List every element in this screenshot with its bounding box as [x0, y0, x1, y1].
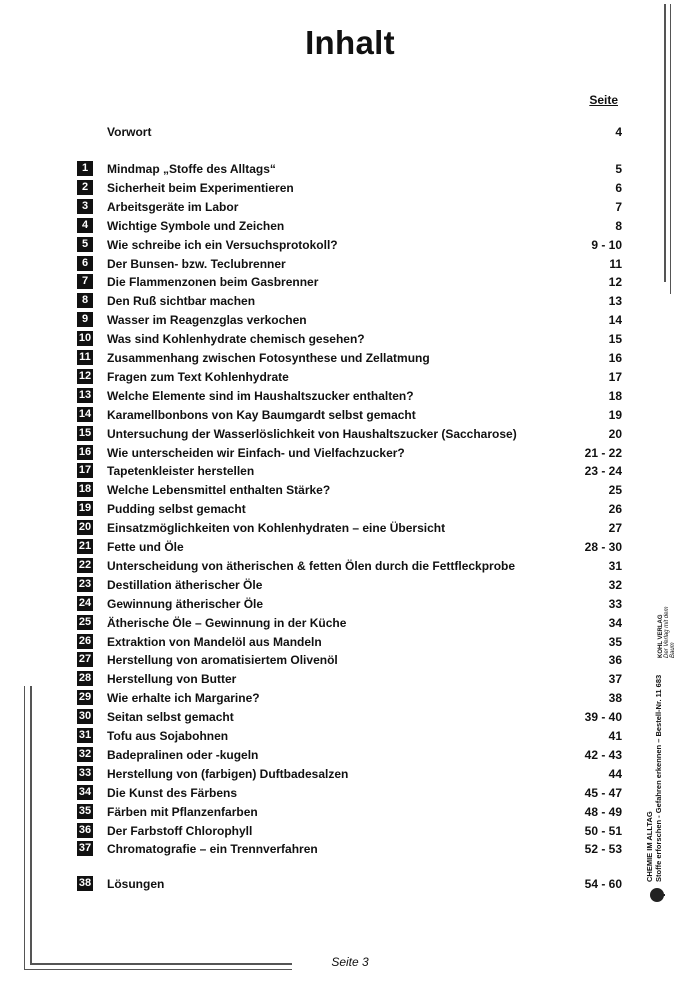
frame-line-right-inner [670, 4, 671, 294]
toc-title: Lösungen [107, 877, 165, 891]
toc-entry[interactable] [0, 482, 700, 499]
toc-entry[interactable] [0, 671, 700, 688]
toc-entry[interactable] [0, 558, 700, 575]
toc-page: 6 [615, 180, 622, 195]
toc-number: 6 [77, 256, 93, 271]
toc-title: Einsatzmöglichkeiten von Kohlenhydraten – eine Übersicht [107, 521, 446, 536]
toc-number: 18 [78, 483, 92, 496]
toc-title: Wichtige Symbole und Zeichen [107, 218, 285, 233]
frame-line-left-inner [30, 686, 32, 964]
toc-number: 27 [78, 653, 92, 666]
toc-entry[interactable] [0, 690, 700, 707]
toc-number: 34 [78, 785, 92, 798]
toc-title: Den Ruß sichtbar machen [107, 294, 256, 309]
toc-page: 27 [608, 521, 622, 536]
toc-page: 18 [608, 388, 622, 403]
toc-title: Die Flammenzonen beim Gasbrenner [107, 275, 319, 290]
toc-page: 26 [608, 502, 622, 517]
toc-title: Karamellbonbons von Kay Baumgardt selbst gemacht [107, 407, 416, 422]
toc-number: 37 [78, 842, 92, 855]
toc-page: 25 [608, 483, 622, 498]
frame-line-bottom-outer [24, 969, 292, 970]
toc-entry[interactable] [0, 539, 700, 556]
toc-title: Herstellung von aromatisiertem Olivenöl [107, 653, 338, 668]
toc-title: Zusammenhang zwischen Fotosynthese und Zellatmung [107, 351, 430, 365]
toc-entry[interactable] [0, 312, 700, 329]
toc-entry[interactable] [0, 520, 700, 537]
toc-title: Was sind Kohlenhydrate chemisch gesehen? [107, 332, 365, 347]
toc-title: Welche Elemente sind im Haushaltszucker enthalten? [107, 388, 414, 403]
toc-page: 42 - 43 [584, 747, 622, 762]
toc-title: Vorwort [107, 125, 152, 139]
toc-number: 13 [78, 388, 92, 401]
toc-entry[interactable] [0, 766, 700, 783]
toc-title: Untersuchung der Wasserlöslichkeit von Haushaltszucker (Saccharose) [107, 426, 517, 441]
toc-number: 7 [77, 274, 93, 289]
toc-number: 31 [78, 729, 92, 741]
toc-number: 1 [77, 161, 93, 176]
publisher-side-text [645, 622, 685, 882]
toc-number: 21 [78, 540, 92, 552]
toc-page: 32 [608, 577, 622, 592]
toc-entry[interactable] [0, 463, 700, 480]
toc-number: 5 [77, 237, 93, 252]
publisher-logo-text [658, 598, 676, 658]
toc-page: 38 [608, 691, 622, 706]
toc-number: 29 [78, 691, 92, 704]
toc-entry[interactable] [0, 709, 700, 726]
toc-title: Destillation ätherischer Öle [107, 577, 263, 592]
publisher-name: KOHL VERLAG [658, 614, 664, 658]
toc-page: 45 - 47 [584, 785, 622, 800]
toc-number: 11 [77, 350, 93, 365]
toc-page: 13 [608, 294, 622, 309]
toc-number: 23 [78, 577, 92, 590]
toc-title: Pudding selbst gemacht [107, 502, 246, 517]
toc-entry[interactable] [0, 161, 700, 178]
toc-title: Der Farbstoff Chlorophyll [107, 823, 253, 838]
toc-number: 9 [77, 312, 93, 327]
toc-entry[interactable] [0, 237, 700, 254]
toc-title: Extraktion von Mandelöl aus Mandeln [107, 634, 322, 649]
toc-number: 38 [78, 877, 92, 889]
toc-title: Fragen zum Text Kohlenhydrate [107, 369, 289, 384]
toc-page: 9 - 10 [591, 237, 622, 252]
toc-number: 14 [78, 407, 92, 420]
toc-entry[interactable] [0, 615, 700, 632]
toc-entry[interactable] [0, 785, 700, 802]
toc-page: 52 - 53 [584, 842, 622, 857]
toc-page: 15 [608, 332, 622, 347]
toc-page: 37 [608, 672, 622, 687]
toc-title: Die Kunst des Färbens [107, 785, 238, 800]
toc-entry[interactable] [0, 747, 700, 764]
toc-title: Wasser im Reagenzglas verkochen [107, 313, 307, 328]
toc-page: 7 [615, 199, 622, 214]
toc-number: 30 [78, 710, 92, 723]
toc-entry[interactable] [0, 256, 700, 273]
book-subtitle: Stoffe erforschen - Gefahren erkennen – Bestell-Nr. 11 683 [654, 674, 663, 882]
toc-preface[interactable] [0, 124, 700, 141]
series-title: CHEMIE IM ALLTAG [645, 811, 654, 882]
toc-solutions[interactable] [0, 876, 700, 893]
page-column-header: Seite [589, 93, 618, 107]
publisher-sidebar [640, 606, 690, 910]
toc-title: Ätherische Öle – Gewinnung in der Küche [107, 615, 347, 630]
toc-page: 5 [615, 162, 622, 176]
toc-title: Mindmap „Stoffe des Alltags“ [107, 162, 276, 176]
toc-entry[interactable] [0, 218, 700, 235]
toc-number: 3 [77, 199, 93, 214]
toc-number: 20 [78, 521, 92, 534]
toc-page: 50 - 51 [584, 823, 622, 838]
toc-entry[interactable] [0, 445, 700, 462]
frame-line-right-outer [664, 4, 666, 282]
toc-page: 17 [608, 369, 622, 384]
toc-number: 33 [78, 766, 92, 779]
toc-number: 32 [78, 747, 92, 760]
toc-entry[interactable] [0, 293, 700, 310]
toc-number: 19 [78, 502, 92, 515]
toc-title: Gewinnung ätherischer Öle [107, 596, 264, 611]
toc-number: 16 [78, 445, 92, 458]
toc-page: 8 [615, 218, 622, 233]
toc-title: Welche Lebensmittel enthalten Stärke? [107, 483, 331, 498]
toc-title: Herstellung von Butter [107, 672, 237, 687]
toc-number: 28 [78, 672, 92, 685]
toc-entry[interactable] [0, 199, 700, 216]
toc-title: Arbeitsgeräte im Labor [107, 199, 239, 214]
toc-page: 54 - 60 [584, 877, 622, 891]
publisher-slogan: Der Verlag mit dem Baum [664, 606, 676, 658]
toc-page: 35 [608, 634, 622, 649]
toc-title: Wie erhalte ich Margarine? [107, 691, 260, 706]
toc-entry[interactable] [0, 841, 700, 858]
toc-title: Unterscheidung von ätherischen & fetten Ölen durch die Fettfleckprobe [107, 558, 516, 573]
toc-page: 39 - 40 [584, 710, 622, 725]
toc-page: 41 [608, 729, 622, 743]
toc-entry[interactable] [0, 823, 700, 840]
toc-number: 4 [77, 218, 93, 233]
toc-entry[interactable] [0, 350, 700, 367]
toc-number: 10 [78, 332, 92, 345]
toc-entry[interactable] [0, 388, 700, 405]
toc-entry[interactable] [0, 180, 700, 197]
toc-page: 11 [609, 256, 622, 271]
toc-entry[interactable] [0, 426, 700, 443]
toc-title: Färben mit Pflanzenfarben [107, 804, 258, 819]
toc-page: 33 [608, 596, 622, 611]
toc-page: 14 [608, 313, 622, 328]
toc-title: Der Bunsen- bzw. Teclubrenner [107, 256, 286, 271]
toc-number: 24 [78, 596, 92, 609]
toc-number: 15 [78, 426, 92, 439]
toc-page: 36 [608, 653, 622, 668]
toc-number: 17 [78, 464, 92, 477]
toc-title: Wie schreibe ich ein Versuchsprotokoll? [107, 237, 338, 252]
toc-title: Fette und Öle [107, 540, 184, 554]
toc-page: 21 - 22 [584, 445, 622, 460]
toc-page: 16 [608, 351, 622, 365]
toc-entry[interactable] [0, 274, 700, 291]
toc-entry[interactable] [0, 634, 700, 651]
toc-title: Tofu aus Sojabohnen [107, 729, 229, 743]
toc-number: 2 [77, 180, 93, 195]
toc-page: 19 [608, 407, 622, 422]
toc-title: Seitan selbst gemacht [107, 710, 234, 725]
toc-title: Herstellung von (farbigen) Duftbadesalzen [107, 766, 349, 781]
toc-entry[interactable] [0, 577, 700, 594]
toc-entry[interactable] [0, 501, 700, 518]
toc-page: 23 - 24 [584, 464, 622, 479]
toc-entry[interactable] [0, 728, 700, 745]
toc-title: Chromatografie – ein Trennverfahren [107, 842, 318, 857]
toc-page: 28 - 30 [584, 540, 622, 554]
frame-line-left-outer [24, 686, 25, 970]
toc-number: 22 [78, 558, 92, 571]
toc-title: Badepralinen oder -kugeln [107, 747, 259, 762]
toc-entry[interactable] [0, 369, 700, 386]
toc-title: Sicherheit beim Experimentieren [107, 180, 294, 195]
tree-logo-icon [648, 865, 678, 903]
page-footer: Seite 3 [331, 955, 369, 969]
toc-title: Wie unterscheiden wir Einfach- und Vielfachzucker? [107, 445, 405, 460]
toc-number: 26 [78, 634, 92, 647]
toc-page: 48 - 49 [584, 804, 622, 819]
toc-page: 34 [608, 615, 622, 630]
toc-entry[interactable] [0, 596, 700, 613]
toc-page: 20 [608, 426, 622, 441]
toc-title: Tapetenkleister herstellen [107, 464, 255, 479]
toc-entry[interactable] [0, 331, 700, 348]
toc-entry[interactable] [0, 407, 700, 424]
toc-number: 12 [78, 369, 92, 382]
toc-number: 25 [78, 615, 92, 628]
toc-number: 36 [78, 823, 92, 836]
toc-number: 35 [78, 804, 92, 817]
page-title: Inhalt [305, 24, 395, 61]
toc-entry[interactable] [0, 652, 700, 669]
toc-page: 31 [608, 558, 622, 573]
toc-number: 8 [77, 293, 93, 308]
toc-page: 12 [608, 275, 622, 290]
toc-page: 4 [615, 125, 622, 139]
toc-entry[interactable] [0, 804, 700, 821]
toc-page: 44 [608, 766, 622, 781]
